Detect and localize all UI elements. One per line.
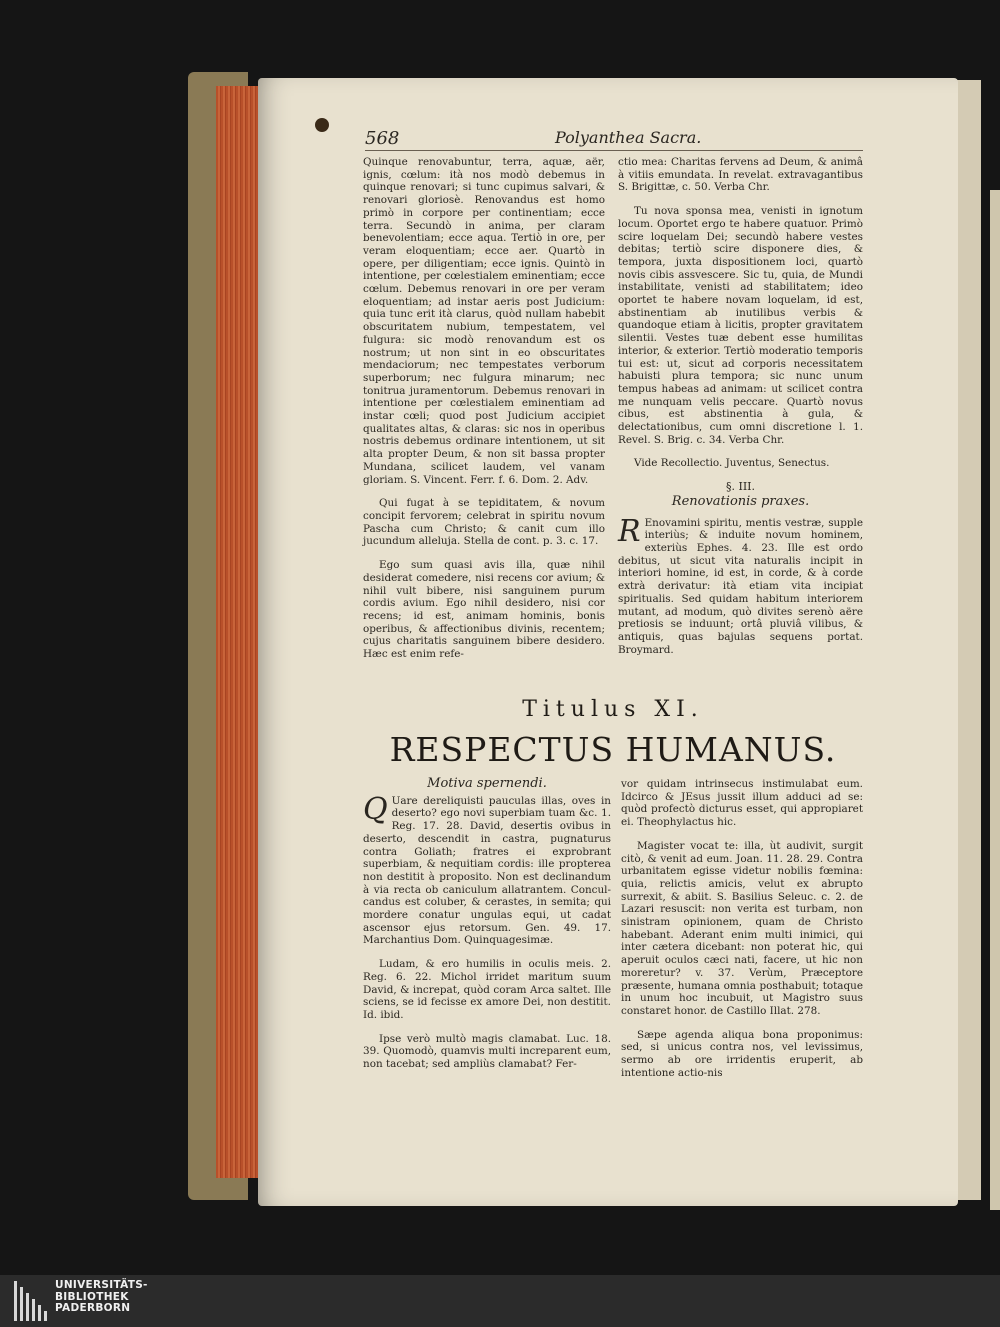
library-name[interactable] xyxy=(55,1280,148,1315)
paragraph: Enovamini spiritu, mentis vestræ, supple interiùs; & induite novum hominem, exteriùs Ephes. 4. 23. Ille est ordo debitus, ut sicut vita naturalis incipit in interiori homine, id est, in corde, & à corde extrà derivatur: ità etiam vita incipiat spiritualis. Sed quidam habitum interiorem mutant, ad modum, quò divites serenò aëre pretiosis se induunt; ortâ pluviâ vilibus, & antiquis, quas bajulas sequens portat. Broymard. xyxy=(618,516,863,656)
paragraph: Ego sum quasi avis illa, quæ nihil desiderat comedere, nisi recens cor avium; & nihil vult bibere, nisi sanguinem purum cordis avium. Ego nihil desidero, nisi cor recens; id est, animam hominis, bonis operibus, & affectionibus divinis, recentem; cujus charitatis sanguinem bibere desidero. Hæc est enim refe- xyxy=(363,559,605,661)
paragraph: ctio mea: Charitas fervens ad Deum, & animâ à vitiis emundata. In revelat. extravagantibus S. Brigittæ, c. 50. Verba Chr. xyxy=(618,156,863,194)
running-head: Polyanthea Sacra. xyxy=(555,128,702,147)
subsection-title: Motiva spernendi. xyxy=(427,776,547,791)
column-left-bottom xyxy=(363,778,611,1082)
paragraph: Magister vocat te: illa, ùt audivit, surgit citò, & venit ad eum. Joan. 11. 28. 29. Contra urbanitatem egisse videtur nobilis fœmina: quia, relictis amicis, velut ex abrupto surrexit, & abiit. S. Basilius Seleuc. c. 2. de Lazari resuscit: non verita est turbam, non sinistram opinionem, quam de Christo habebant. Aderant enim multi inimici, qui inter cætera dicebant: non poterat hic, qui aperuit oculos cæci nati, facere, ut hic non moreretur? v. 37. Verùm, Præceptore præsente, humana omnia posthabuit; totaque in unum hoc incubuit, ut Magistro suus constaret honor. de Castillo Illat. 278. xyxy=(621,839,863,1017)
footer-bar xyxy=(0,1275,1000,1327)
paragraph: Ipse verò multò magis clamabat. Luc. 18. 39. Quomodò, quamvis multi increparent eum, non tacebat; sed ampliùs clamabat? Fer- xyxy=(363,1032,611,1071)
header-rule xyxy=(365,150,863,151)
column-left-top xyxy=(363,156,605,672)
library-name-line: BIBLIOTHEK xyxy=(55,1290,129,1303)
paragraph: Uare dereliquisti pauculas illas, oves in deserto? ego novi superbiam tuam &c. 1. Reg. 17. 28. David, desertis ovibus in deserto, descendit in castra, pugnaturus contra Goliath; fratres ei exprobrant superbiam, & nequitiam cordis: ille propterea non destitit à proposito. Non est declinandum à via recta ob caniculum allatrantem. Concul-candus est coluber, & cerastes, in semita; qui mordere conatur ungulas equi, ut cadat ascensor ejus retorsum. Gen. 49. 17. Marchantius Dom. Quinquagesimæ. xyxy=(363,794,611,947)
paragraph: Sæpe agenda aliqua bona proponimus: sed, si unicus contra nos, vel levissimus, sermo ab ore irridentis eruperit, ab intentione actio-nis xyxy=(621,1028,863,1079)
page-header xyxy=(365,128,865,152)
facing-page-edge xyxy=(990,190,1000,1210)
library-name-line: PADERBORN xyxy=(55,1302,131,1314)
library-name-line: UNIVERSITÄTS- xyxy=(55,1279,148,1291)
page-number: 568 xyxy=(365,128,400,149)
cross-reference: Vide Recollectio. Juventus, Senectus. xyxy=(634,457,830,470)
paragraph: Qui fugat à se tepiditatem, & novum concipit fervorem; celebrat in spiritu novum Pascha cum Christo; & canit cum illo jucundum alleluja. Stella de cont. p. 3. c. 17. xyxy=(363,497,605,548)
column-right-top xyxy=(618,156,863,667)
paragraph: Ludam, & ero humilis in oculis meis. 2. Reg. 6. 22. Michol irridet maritum suum David, & increpat, quòd coram Arca saltet. Ille sciens, se id fecisse ex amore Dei, non destitit. Id. ibid. xyxy=(363,958,611,1021)
chapter-title: RESPECTUS HUMANUS. xyxy=(389,730,837,769)
paragraph: Quinque renovabuntur, terra, aquæ, aër, ignis, cœlum: ità nos modò debemus in quinque renovari; si tunc cupimus salvari, & renovari gloriosè. Renovandus est homo primò in corpore per continentiam; ecce terra. Secundò in anima, per claram benevolentiam; ecce aqua. Tertiò in ore, per veram eloquentiam; ecce aer. Quartò in opere, per diligentiam; ecce ignis. Quintò in intentione, per cœlestialem eminentiam; ecce cœlum. Debemus renovari in ore per veram eloquentiam; ad instar aeris post Judicium: quia tunc erit ità clarus, quòd nullam habebit obscuritatem nubium, tempestatem, vel fulgura: sic modò renovandum est os nostrum; ut non sint in eo obscuritates mendaciorum; nec tempestates verborum superborum; nec fulgura minarum; nec tonitrua juramentorum. Debemus renovari in intentione per cœlestialem eminentiam ad instar cœli; quod post Judicium accipiet qualitates altas, & claras: sic nos in operibus nostris debemus ordinare intentionem, ut sit alta propter Deum, & non sit bassa propter Mundana, scilicet laudem, vel vanam gloriam. S. Vincent. Ferr. f. 6. Dom. 2. Adv. xyxy=(363,156,605,486)
drop-cap: Q xyxy=(363,791,388,827)
ink-stain xyxy=(315,118,329,132)
column-right-bottom xyxy=(621,778,863,1090)
titulus-heading: Titulus XI. xyxy=(522,697,704,722)
paragraph: vor quidam intrinsecus instimulabat eum. Idcirco & JEsus jussit illum adduci ad se: quòd profectò dicturus esset, qui appropiaret ei. Theophylactus hic. xyxy=(621,778,863,829)
section-title: Renovationis praxes. xyxy=(671,493,810,509)
section-number: §. III. xyxy=(725,480,756,494)
paragraph: Tu nova sponsa mea, venisti in ignotum locum. Oportet ergo te habere quatuor. Primò scire loquelam Dei; secundò habere vestes debitas; tertiò scire disponere dies, & tempora, juxta dispositionem loci, quartò novis cibis assvescere. Sic tu, quia, de Mundi instabilitate, venisti ad stabilitatem; ideo oportet te habere novam loquelam, id est, abstinentiam ab inutilibus verbis & quandoque etiam à licitis, propter gravitatem silentii. Vestes tuæ debent esse humilitas interior, & exterior. Tertiò moderatio temporis tui est: ut, sicut ad corporis necessitatem habuisti plura tempora; sic nunc unum tempus habeas ad animam: ut scilicet contra me nunquam velis peccare. Quartò novus cibus, est abstinentia à gula, & delectationibus, cum omni discretione l. 1. Revel. S. Brig. c. 34. Verba Chr. xyxy=(618,205,863,446)
drop-cap: R xyxy=(618,513,641,549)
page-edges xyxy=(216,86,262,1178)
library-logo-icon xyxy=(14,1281,50,1321)
